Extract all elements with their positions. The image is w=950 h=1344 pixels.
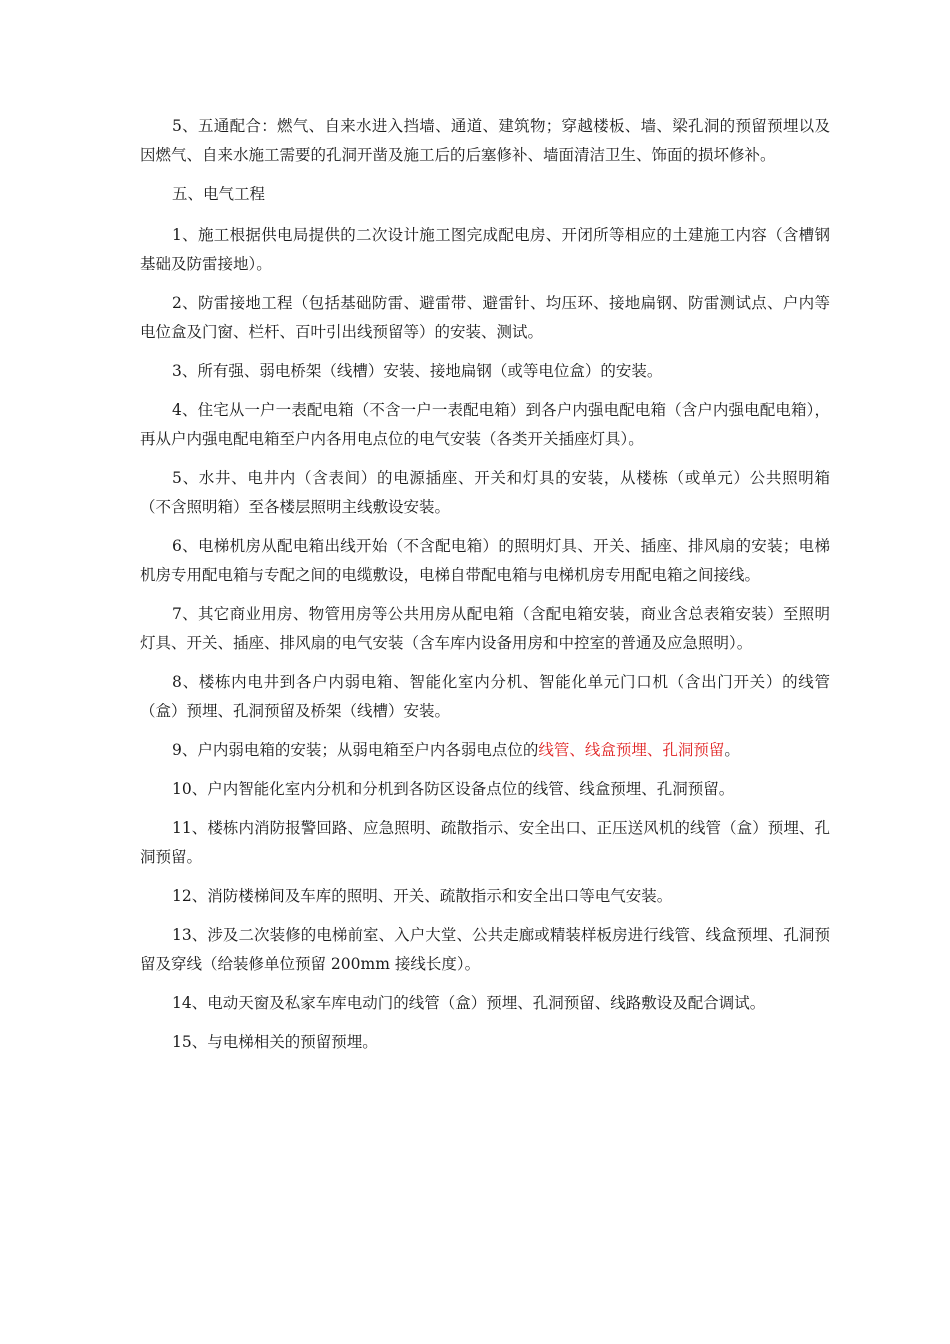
paragraph-item-14: 14、电动天窗及私家车库电动门的线管（盒）预埋、孔洞预留、线路敷设及配合调试。 (172, 994, 766, 1012)
paragraph-item-12: 12、消防楼梯间及车库的照明、开关、疏散指示和安全出口等电气安装。 (172, 887, 673, 905)
paragraph-item-4: 4、住宅从一户一表配电箱（不含一户一表配电箱）到各户内强电配电箱（含户内强电配电箱），再从户内强电配电箱至户内各用电点位的电气安装（各类开关插座灯具）。 (140, 401, 830, 448)
paragraph-item-1: 1、施工根据供电局提供的二次设计施工图完成配电房、开闭所等相应的土建施工内容（含槽钢基础及防雷接地）。 (140, 226, 830, 273)
paragraph-item-13: 13、涉及二次装修的电梯前室、入户大堂、公共走廊或精装样板房进行线管、线盒预埋、孔洞预留及穿线（给装修单位预留 200mm 接线长度）。 (140, 926, 830, 973)
paragraph-item-9 (140, 736, 830, 765)
paragraph-item-11: 11、楼栋内消防报警回路、应急照明、疏散指示、安全出口、正压送风机的线管（盒）预埋、孔洞预留。 (140, 819, 830, 866)
paragraph-item-3: 3、所有强、弱电桥架（线槽）安装、接地扁钢（或等电位盒）的安装。 (172, 362, 663, 380)
paragraph-item-6: 6、电梯机房从配电箱出线开始（不含配电箱）的照明灯具、开关、插座、排风扇的安装；电梯机房专用配电箱与专配之间的电缆敷设，电梯自带配电箱与电梯机房专用配电箱之间接线。 (140, 537, 830, 584)
paragraph-item-9-lead: 9、户内弱电箱的安装；从弱电箱至户内各弱电点位的 (172, 741, 539, 759)
paragraph-item-7: 7、其它商业用房、物管用房等公共用房从配电箱（含配电箱安装，商业含总表箱安装）至照明灯具、开关、插座、排风扇的电气安装（含车库内设备用房和中控室的普通及应急照明）。 (140, 605, 830, 652)
section-heading-electrical: 五、电气工程 (172, 185, 266, 203)
paragraph-item-8: 8、楼栋内电井到各户内弱电箱、智能化室内分机、智能化单元门口机（含出门开关）的线管（盒）预埋、孔洞预留及桥架（线槽）安装。 (140, 673, 830, 720)
document-body (140, 112, 830, 1067)
highlighted-text: 线管、线盒预埋、孔洞预留 (538, 741, 725, 759)
paragraph-item-10: 10、户内智能化室内分机和分机到各防区设备点位的线管、线盒预埋、孔洞预留。 (172, 780, 735, 798)
paragraph-item-5: 5、水井、电井内（含表间）的电源插座、开关和灯具的安装，从楼栋（或单元）公共照明箱（不含照明箱）至各楼层照明主线敷设安装。 (140, 469, 830, 516)
paragraph-gas-water-coordination: 5、五通配合：燃气、自来水进入挡墙、通道、建筑物；穿越楼板、墙、梁孔洞的预留预埋以及因燃气、自来水施工需要的孔洞开凿及施工后的后塞修补、墙面清洁卫生、饰面的损坏修补。 (140, 117, 830, 164)
paragraph-item-15: 15、与电梯相关的预留预埋。 (172, 1033, 378, 1051)
paragraph-item-9-end: 。 (724, 741, 740, 759)
paragraph-item-2: 2、防雷接地工程（包括基础防雷、避雷带、避雷针、均压环、接地扁钢、防雷测试点、户内等电位盒及门窗、栏杆、百叶引出线预留等）的安装、测试。 (140, 294, 830, 341)
